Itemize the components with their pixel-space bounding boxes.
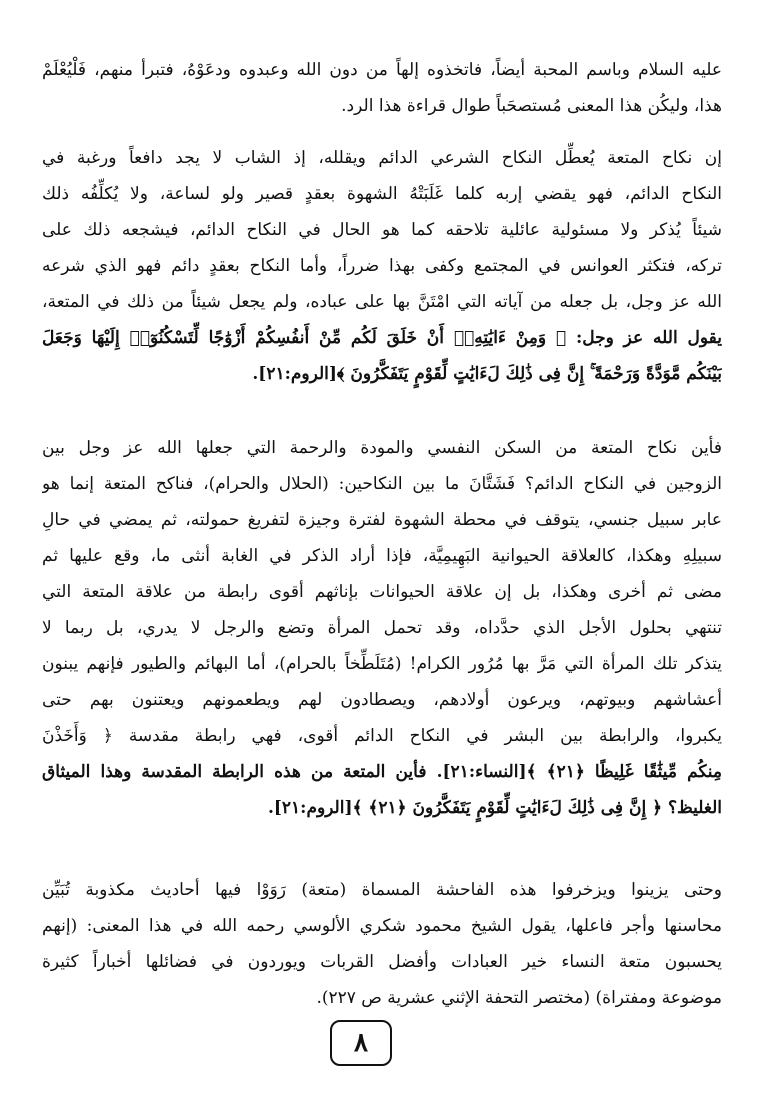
text-line: فأين نكاح المتعة من السكن النفسي والمودة والرحمة التي جعلها الله عز وجل بين [42,438,722,458]
paragraph-1 [42,52,722,124]
text-line: هذا، وليكُن هذا المعنى مُستصحَباً طوال قراءة هذا الرد. [341,96,722,116]
quran-verse-line: مِنكُم مِّيثَٰقًا غَلِيظًا ﴿٢١﴾ ﴾[النساء:٢١]. فأين المتعة من هذه الرابطة المقدسة وهذا الميثاق [42,762,722,782]
quran-verse-line: يقول الله عز وجل: ﴿ وَمِنْ ءَايَٰتِهِۦٓ أَنْ خَلَقَ لَكُم مِّنْ أَنفُسِكُمْ أَزْوَٰجًا لِّتَسْكُنُوٓا۟ إِلَيْهَا وَجَعَلَ [42,328,722,348]
text-line: شيئاً يُذكر ولا مسئولية عائلية تلاحقه كما هو الحال في النكاح الدائم، فيشجعه ذلك على [42,220,722,240]
text-line: عابر سبيل جنسي، يتوقف في محطة الشهوة لفترة وجيزة لتفريغ حمولته، ثم يمضي في حالِ [42,510,722,530]
text-line: النكاح الدائم، فهو يقضي إربه كلما غَلَبَتْهُ الشهوة بعقدٍ قصير ولو لساعة، ولا يُكلِّفُه ذلك [42,184,722,204]
paragraph-4 [42,872,722,1016]
paragraph-3 [42,430,722,826]
text-line: أعشاشهم وبيوتهم، ويرعون أولادهم، ويصطادون لهم ويطعمونهم ويعتنون بهم حتى [42,690,722,710]
quran-verse-line: الغليظ؟ ﴿ إِنَّ فِى ذَٰلِكَ لَءَايَٰتٍ لِّقَوْمٍ يَتَفَكَّرُونَ ﴿٢١﴾ ﴾[الروم:٢١]. [267,798,722,818]
text-line: مضى ثم أخرى وهكذا، بل إن علاقة الحيوانات بإناثهم أقوى رابطة من علاقة المتعة التي [42,582,722,602]
text-line: يكبروا، والرابطة بين البشر في النكاح الدائم أقوى، فهي رابطة مقدسة ﴿ وَأَخَذْنَ [42,726,722,746]
text-line: الله عز وجل، بل جعله من آياته التي امْتَنَّ بها على عباده، ولم يجعل شيئاً من ذلك في المتعة، [42,292,722,312]
text-line: الزوجين في النكاح الدائم؟ فَشَتَّانَ ما بين النكاحين: (الحلال والحرام)، فناكح المتعة إنما هو [42,474,722,494]
text-line: محاسنها وأجر فاعلها، يقول الشيخ محمود شكري الألوسي رحمه الله في هذا المعنى: (إنهم [42,916,722,936]
text-line: يحسبون متعة النساء خير العبادات وأفضل القربات ويوردون في فضائلها أخباراً كثيرة [42,952,722,972]
text-line: سبيلِهِ وهكذا، كالعلاقة الحيوانية البَهِيمِيَّة، فإذا أراد الذكر في الغابة أنثى ما، وقع عليها ثم [42,546,722,566]
text-line: وحتى يزينوا ويزخرفوا هذه الفاحشة المسماة (متعة) رَوَوْا فيها أحاديث مكذوبة تُبَيِّن [42,880,722,900]
text-line: تنتهي بحلول الأجل الذي حدَّداه، وقد تحمل المرأة وتضع والرجل لا يدري، بل ربما لا [42,618,722,638]
page-number: ٨ [330,1020,392,1066]
quran-verse-line: بَيْنَكُم مَّوَدَّةً وَرَحْمَةً ۚ إِنَّ فِى ذَٰلِكَ لَءَايَٰتٍ لِّقَوْمٍ يَتَفَكَّرُونَ ﴾[الروم:٢١]. [252,364,722,384]
text-line: إن نكاح المتعة يُعطِّل النكاح الشرعي الدائم ويقلله، إذ الشاب لا يجد دافعاً ورغبة في [42,148,722,168]
text-line: تركه، فتكثر العوانس في المجتمع وكفى بهذا ضرراً، وأما النكاح بعقدٍ دائم فهو الذي شرعه [42,256,722,276]
text-line: عليه السلام وباسم المحبة أيضاً، فاتخذوه إلهاً من دون الله وعبدوه ودعَوْهُ، فتبرأ منهم، فَلْيُعْلَمْ [42,60,722,80]
text-line: موضوعة ومفتراة) (مختصر التحفة الإثني عشرية ص ٢٢٧). [316,988,722,1008]
text-line: يتذكر تلك المرأة التي مَرَّ بها مُرُور الكرام! (مُتَلَطِّخاً بالحرام)، أما البهائم والطيور فإنهم يبنون [42,654,722,674]
paragraph-2 [42,140,722,392]
